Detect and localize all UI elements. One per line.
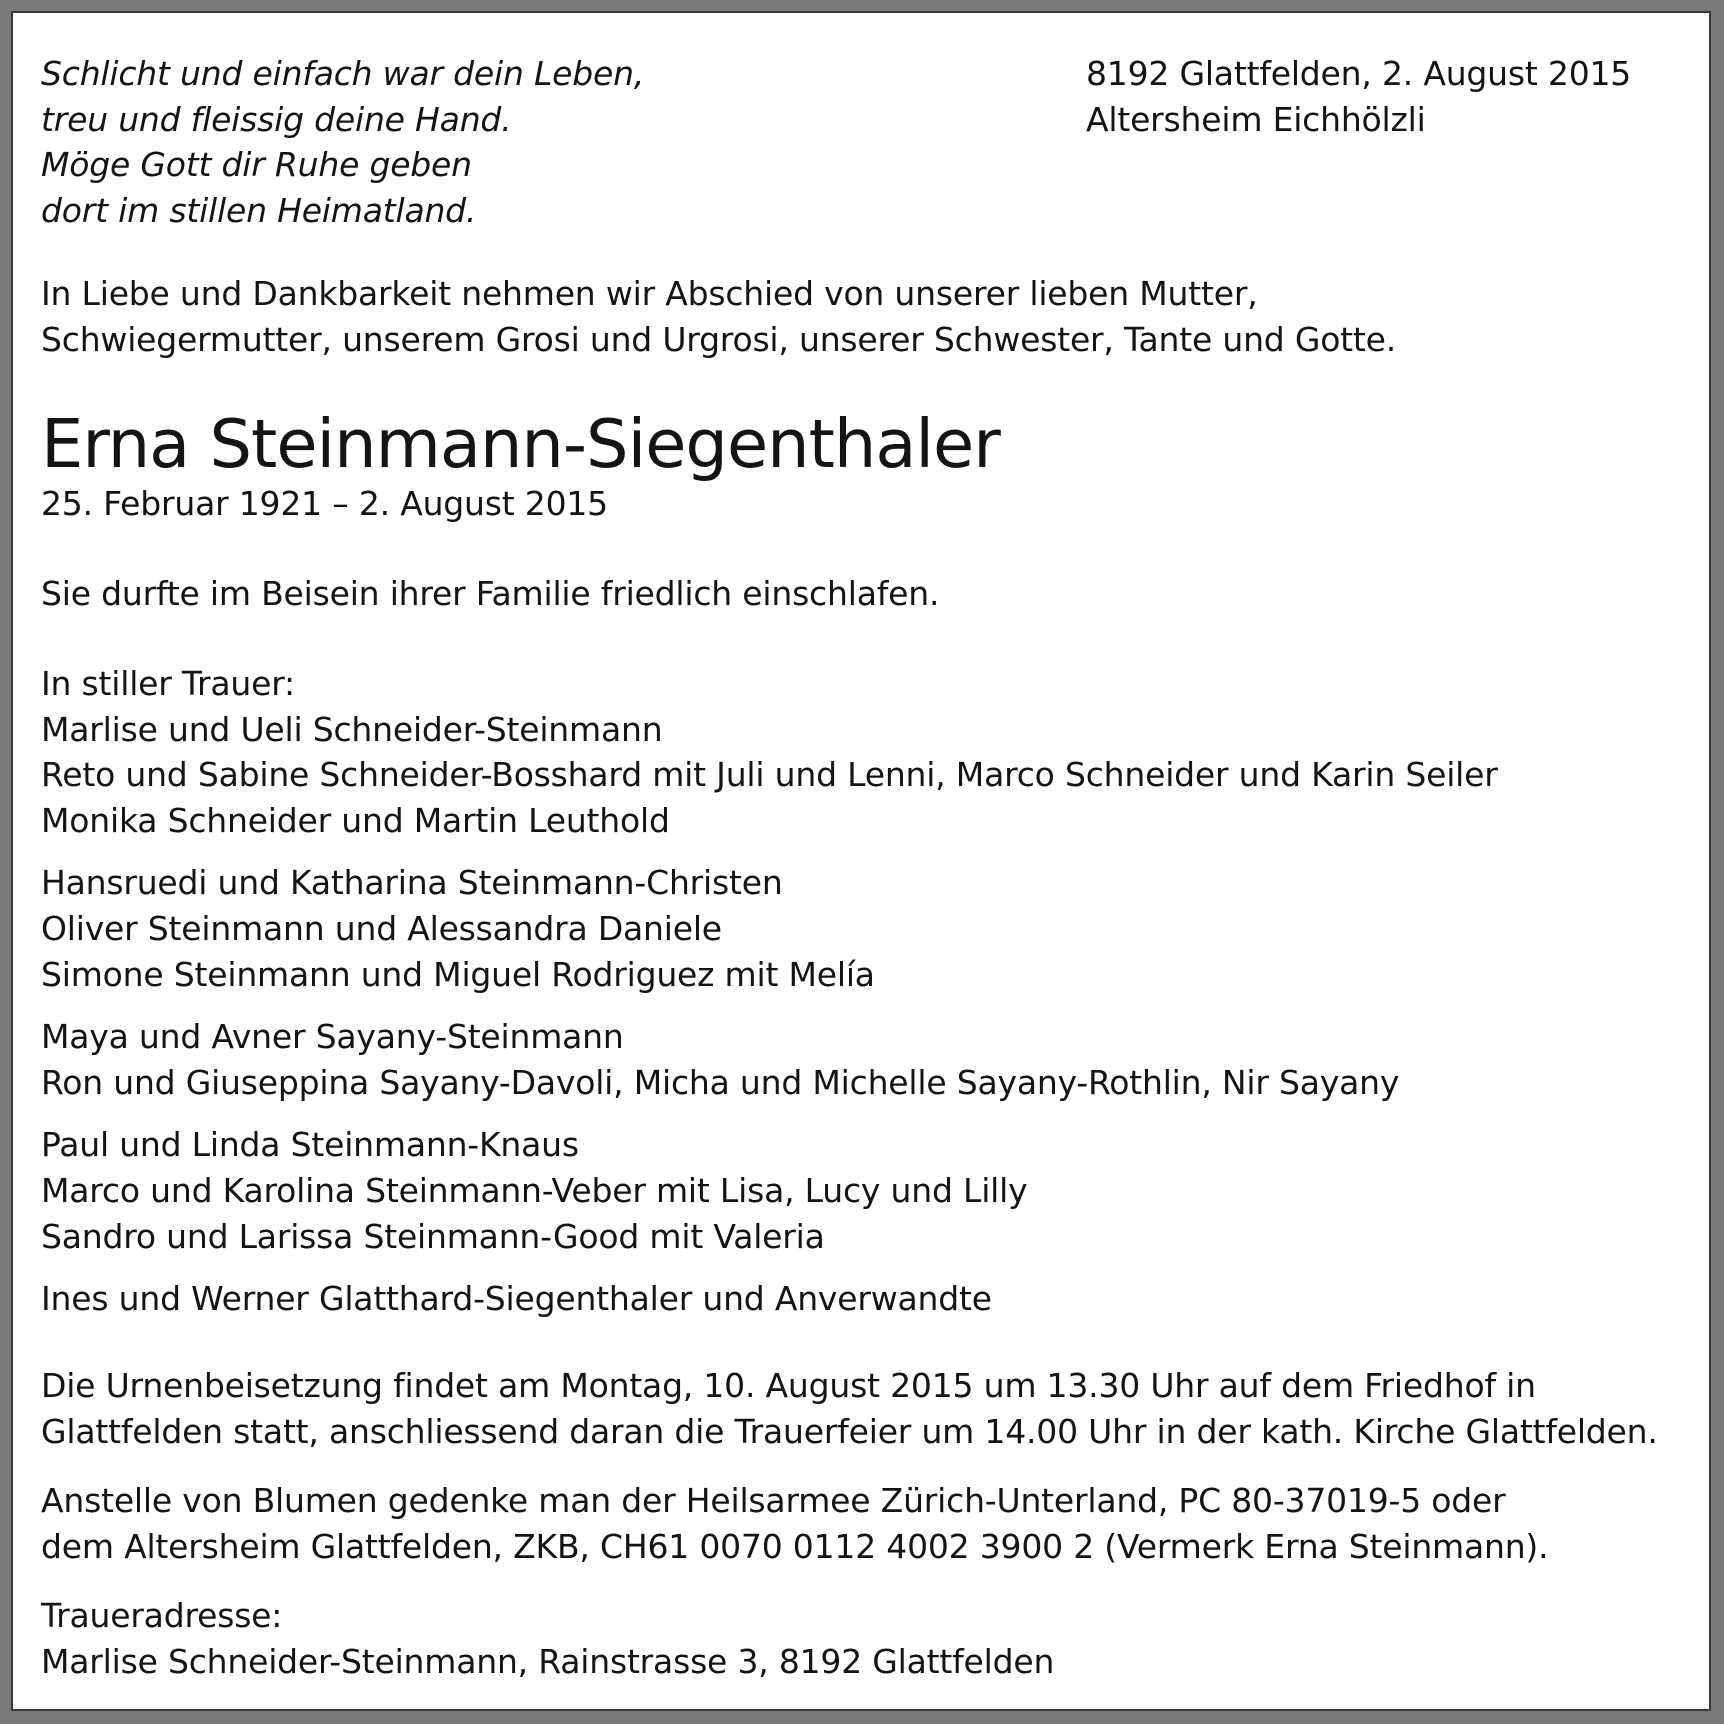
mourner-line: Monika Schneider und Martin Leuthold	[41, 800, 670, 840]
ceremony-line: Die Urnenbeisetzung findet am Montag, 10. August 2015 um 13.30 Uhr auf dem Friedhof in	[41, 1366, 1536, 1405]
location-date: 8192 Glattfelden, 2. August 2015	[1086, 54, 1632, 93]
mourner-line: Paul und Linda Steinmann-Knaus	[41, 1125, 579, 1165]
institution-name: Altersheim Eichhölzli	[1086, 99, 1426, 139]
mourner-line: Reto und Sabine Schneider-Bosshard mit Juli und Lenni, Marco Schneider und Karin Seiler	[41, 755, 1498, 795]
poem-line: treu und fleissig deine Hand.	[41, 99, 512, 139]
mourner-line: Oliver Steinmann und Alessandra Daniele	[41, 908, 722, 948]
donation-info	[41, 1478, 1548, 1569]
life-dates: 25. Februar 1921 – 2. August 2015	[41, 484, 608, 523]
donation-line: dem Altersheim Glattfelden, ZKB, CH61 0070 0112 4002 3900 2 (Vermerk Erna Steinmann).	[41, 1526, 1549, 1566]
mourner-line: Sandro und Larissa Steinmann-Good mit Valeria	[41, 1216, 825, 1256]
donation-line: Anstelle von Blumen gedenke man der Heilsarmee Zürich-Unterland, PC 80-37019-5 oder	[41, 1481, 1506, 1520]
poem-verse	[41, 51, 644, 233]
mourner-line: Ron und Giuseppina Sayany-Davoli, Micha und Michelle Sayany-Rothlin, Nir Sayany	[41, 1062, 1400, 1102]
mourner-group	[41, 1276, 1498, 1322]
mourner-line: Ines und Werner Glatthard-Siegenthaler und Anverwandte	[41, 1279, 992, 1319]
intro-line: Schwiegermutter, unserem Grosi und Urgrosi, unserer Schwester, Tante und Gotte.	[41, 319, 1397, 359]
obituary-notice	[11, 11, 1711, 1711]
mourning-address	[41, 1593, 1054, 1684]
mourner-group	[41, 1014, 1498, 1105]
mourner-line: Marco und Karolina Steinmann-Veber mit Lisa, Lucy und Lilly	[41, 1170, 1028, 1210]
poem-line: Schlicht und einfach war dein Leben,	[41, 54, 645, 93]
ceremony-info	[41, 1363, 1658, 1454]
address-line: Marlise Schneider-Steinmann, Rainstrasse 3, 8192 Glattfelden	[41, 1641, 1055, 1681]
intro-line: In Liebe und Dankbarkeit nehmen wir Abschied von unserer lieben Mutter,	[41, 274, 1258, 313]
deceased-name: Erna Steinmann-Siegenthaler	[41, 405, 1000, 483]
mourner-line: Simone Steinmann und Miguel Rodriguez mit Melía	[41, 954, 875, 994]
place-and-date	[1086, 51, 1631, 142]
mourner-group	[41, 707, 1498, 844]
ceremony-line: Glattfelden statt, anschliessend daran die Trauerfeier um 14.00 Uhr in der kath. Kirche Glattfelden.	[41, 1411, 1658, 1451]
poem-line: dort im stillen Heimatland.	[41, 190, 477, 230]
mourner-line: Marlise und Ueli Schneider-Steinmann	[41, 709, 663, 749]
mourner-group	[41, 860, 1498, 997]
poem-line: Möge Gott dir Ruhe geben	[41, 145, 472, 185]
mourners-heading: In stiller Trauer:	[41, 664, 295, 703]
passing-sentence: Sie durfte im Beisein ihrer Familie friedlich einschlafen.	[41, 574, 940, 613]
intro-text	[41, 271, 1396, 362]
mourner-group	[41, 1122, 1498, 1259]
mourner-line: Maya und Avner Sayany-Steinmann	[41, 1017, 624, 1057]
mourners-list	[41, 661, 1498, 1339]
mourner-line: Hansruedi und Katharina Steinmann-Christen	[41, 863, 783, 903]
address-heading: Traueradresse:	[41, 1596, 283, 1635]
